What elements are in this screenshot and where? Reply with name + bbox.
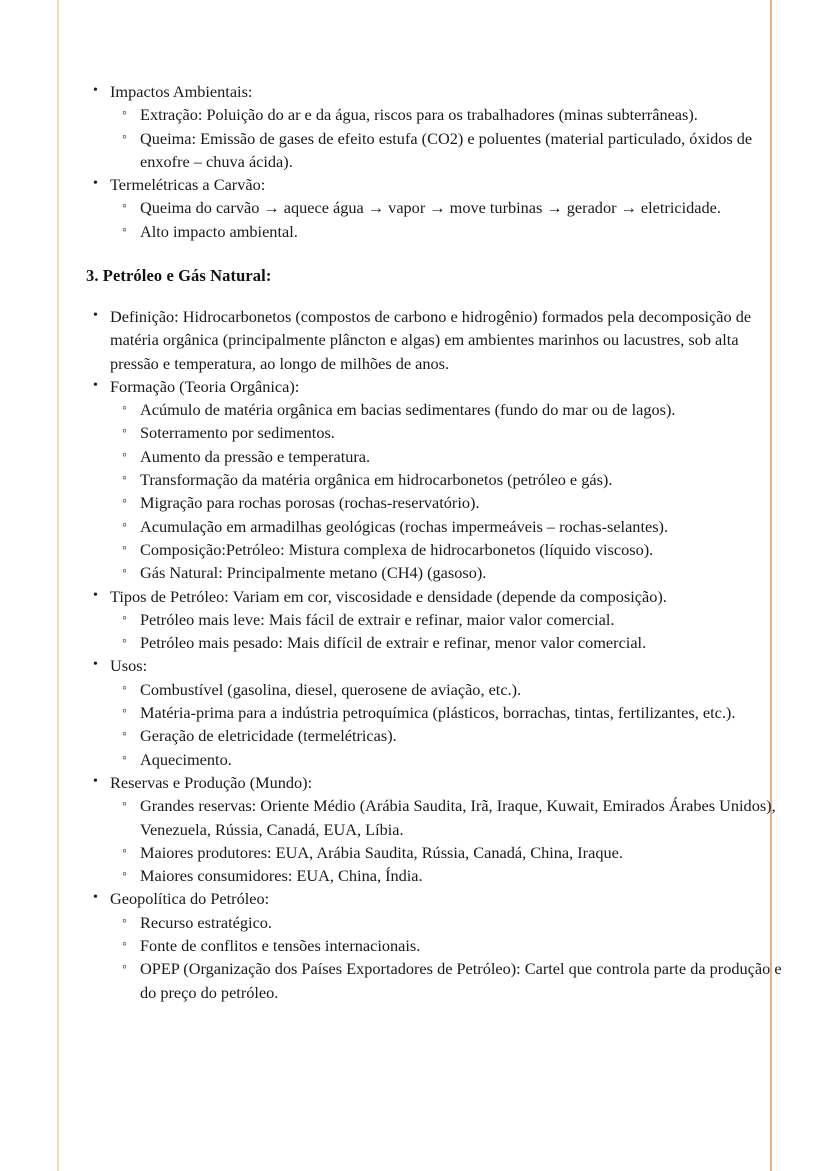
- bullet-level2-text: ◦ Alto impacto ambiental.: [140, 220, 782, 243]
- list-item: [0, 468, 828, 491]
- bullet-level1-text: • Formação (Teoria Orgânica):: [110, 375, 772, 398]
- bullet-level2-text: ◦ Gás Natural: Principalmente metano (CH4) (gasoso).: [140, 561, 782, 584]
- list-item: [0, 561, 828, 584]
- bullet-level2-text: ◦ Fonte de conflitos e tensões internacionais.: [140, 934, 782, 957]
- bullet-level2-text: ◦ Maiores produtores: EUA, Arábia Saudita, Rússia, Canadá, China, Iraque.: [140, 841, 782, 864]
- list-item: [0, 678, 828, 701]
- list-item: [0, 127, 828, 174]
- bullet-level2-text: ◦ Composição:Petróleo: Mistura complexa de hidrocarbonetos (líquido viscoso).: [140, 538, 782, 561]
- bullet-level1-text: • Termelétricas a Carvão:: [110, 173, 772, 196]
- list-item: [0, 491, 828, 514]
- list-item: [0, 421, 828, 444]
- bullet-level2-text: ◦ OPEP (Organização dos Países Exportadores de Petróleo): Cartel que controla parte da produção e do preço do petróleo.: [140, 957, 782, 1004]
- list-item: [0, 794, 828, 841]
- bullet-level2-text: ◦ Petróleo mais leve: Mais fácil de extrair e refinar, maior valor comercial.: [140, 608, 782, 631]
- bullet-level2-text: ◦ Queima: Emissão de gases de efeito estufa (CO2) e poluentes (material particulado, óxidos de enxofre – chuva ácida).: [140, 127, 782, 174]
- bullet-level1-text: • Reservas e Produção (Mundo):: [110, 771, 772, 794]
- bullet-level2-text: ◦ Petróleo mais pesado: Mais difícil de extrair e refinar, menor valor comercial.: [140, 631, 782, 654]
- list-item: [0, 701, 828, 724]
- list-item: [0, 196, 828, 219]
- list-item: [0, 103, 828, 126]
- bullet-list-top: [0, 80, 828, 243]
- list-item: [0, 654, 828, 677]
- bullet-level2-text: ◦ Geração de eletricidade (termelétricas).: [140, 724, 782, 747]
- list-item: [0, 305, 828, 375]
- list-item: [0, 911, 828, 934]
- list-item: [0, 934, 828, 957]
- main-bullet-list: [0, 305, 828, 1004]
- page-title: 3. Petróleo e Gás Natural:: [86, 266, 272, 285]
- upper-bullet-list: [0, 80, 828, 243]
- bullet-level1-text: • Definição: Hidrocarbonetos (compostos de carbono e hidrogênio) formados pela decomposição de matéria orgânica (principalmente plâncton e algas) em ambientes marinhos ou lacustres, sob alta pressão e temperatura, ao longo de milhões de anos.: [110, 305, 772, 375]
- list-item: [0, 220, 828, 243]
- bullet-level2-text: ◦ Maiores consumidores: EUA, China, Índia.: [140, 864, 782, 887]
- bullet-level1-text: • Tipos de Petróleo: Variam em cor, viscosidade e densidade (depende da composição).: [110, 585, 772, 608]
- bullet-level2-text: ◦ Recurso estratégico.: [140, 911, 782, 934]
- list-item: [0, 608, 828, 631]
- bullet-level2-text: ◦ Combustível (gasolina, diesel, querosene de aviação, etc.).: [140, 678, 782, 701]
- list-item: [0, 957, 828, 1004]
- list-item: [0, 538, 828, 561]
- bullet-level2-text: ◦ Matéria-prima para a indústria petroquímica (plásticos, borrachas, tintas, fertilizantes, etc.).: [140, 701, 782, 724]
- bullet-level2-text: ◦ Grandes reservas: Oriente Médio (Arábia Saudita, Irã, Iraque, Kuwait, Emirados Árabes Unidos), Venezuela, Rússia, Canadá, EUA, Líbia.: [140, 794, 782, 841]
- bullet-list-main: [0, 305, 828, 1004]
- bullet-level2-text: ◦ Acúmulo de matéria orgânica em bacias sedimentares (fundo do mar ou de lagos).: [140, 398, 782, 421]
- list-item: [0, 841, 828, 864]
- list-item: [0, 724, 828, 747]
- list-item: [0, 631, 828, 654]
- bullet-level1-text: • Geopolítica do Petróleo:: [110, 887, 772, 910]
- bullet-level2-text: ◦ Migração para rochas porosas (rochas-reservatório).: [140, 491, 782, 514]
- list-item: [0, 771, 828, 794]
- list-item: [0, 398, 828, 421]
- bullet-level2-text: ◦ Transformação da matéria orgânica em hidrocarbonetos (petróleo e gás).: [140, 468, 782, 491]
- list-item: [0, 80, 828, 103]
- list-item: [0, 748, 828, 771]
- list-item: [0, 585, 828, 608]
- bullet-level2-text: ◦ Soterramento por sedimentos.: [140, 421, 782, 444]
- list-item: [0, 887, 828, 910]
- list-item: [0, 173, 828, 196]
- list-item: [0, 864, 828, 887]
- list-item: [0, 375, 828, 398]
- bullet-level2-text: ◦ Extração: Poluição do ar e da água, riscos para os trabalhadores (minas subterrâneas).: [140, 103, 782, 126]
- bullet-level2-text: ◦ Aumento da pressão e temperatura.: [140, 445, 782, 468]
- bullet-level2-text: ◦ Queima do carvão → aquece água → vapor → move turbinas → gerador → eletricidade.: [140, 196, 782, 219]
- list-item: [0, 445, 828, 468]
- bullet-level1-text: • Usos:: [110, 654, 772, 677]
- bullet-level1-text: • Impactos Ambientais:: [110, 80, 772, 103]
- list-item: [0, 515, 828, 538]
- bullet-level2-text: ◦ Aquecimento.: [140, 748, 782, 771]
- bullet-level2-text: ◦ Acumulação em armadilhas geológicas (rochas impermeáveis – rochas-selantes).: [140, 515, 782, 538]
